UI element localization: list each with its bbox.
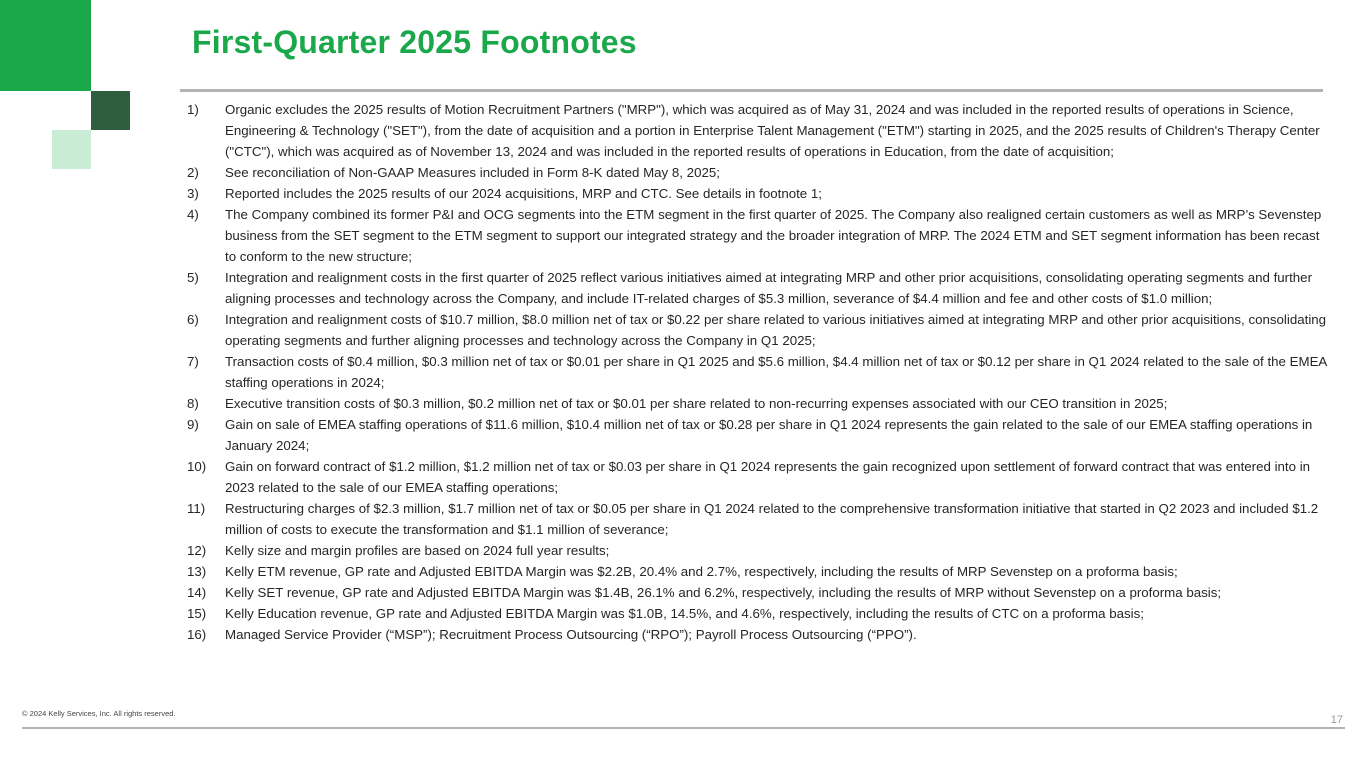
- footnote-item: [187, 204, 1327, 267]
- footnote-number: 9): [187, 417, 199, 432]
- footnote-item: [187, 99, 1327, 162]
- footnote-number: 13): [187, 564, 207, 579]
- footnote-item: [187, 603, 1327, 624]
- footnote-number: 6): [187, 312, 199, 327]
- footnote-text: Integration and realignment costs of $10.7 million, $8.0 million net of tax or $0.22 per share related to various initiatives aimed at integrating MRP and other prior acquisitions, consolidating operating segments and further aligning processes and technology across the Company in Q1 2025;: [225, 312, 1327, 348]
- footnote-number: 7): [187, 354, 199, 369]
- footnote-number: 15): [187, 606, 207, 621]
- footnote-text: Kelly SET revenue, GP rate and Adjusted EBITDA Margin was $1.4B, 26.1% and 6.2%, respectively, including the results of MRP without Sevenstep on a proforma basis;: [225, 585, 1222, 600]
- footnote-item: [187, 561, 1327, 582]
- footnote-text: Transaction costs of $0.4 million, $0.3 million net of tax or $0.01 per share in Q1 2025 and $5.6 million, $4.4 million net of tax or $0.12 per share in Q1 2024 related to the sale of the EMEA staffing operations in 2024;: [225, 354, 1327, 390]
- decorative-light-green-square: [52, 130, 91, 169]
- footnote-item: [187, 162, 1327, 183]
- footnote-number: 8): [187, 396, 199, 411]
- title-divider: [180, 89, 1323, 92]
- page-number: 17: [1330, 714, 1343, 726]
- footnote-number: 3): [187, 186, 199, 201]
- footnote-number: 2): [187, 165, 199, 180]
- footnote-item: [187, 582, 1327, 603]
- footer-divider: [22, 727, 1345, 729]
- footnote-text: The Company combined its former P&I and OCG segments into the ETM segment in the first quarter of 2025. The Company also realigned certain customers as well as MRP’s Sevenstep business from the SET segment to the ETM segment to support our integrated strategy and the broader integration of MRP. The 2024 ETM and SET segment information has been recast to conform to the new structure;: [225, 207, 1322, 264]
- footnote-number: 12): [187, 543, 207, 558]
- footnote-text: Executive transition costs of $0.3 million, $0.2 million net of tax or $0.01 per share related to non-recurring expenses associated with our CEO transition in 2025;: [225, 396, 1168, 411]
- footnote-text: Kelly ETM revenue, GP rate and Adjusted EBITDA Margin was $2.2B, 20.4% and 2.7%, respectively, including the results of MRP Sevenstep on a proforma basis;: [225, 564, 1178, 579]
- footnote-number: 11): [187, 501, 206, 516]
- footnote-text: Integration and realignment costs in the first quarter of 2025 reflect various initiatives aimed at integrating MRP and other prior acquisitions, consolidating operating segments and further aligning processes and technology across the Company, and include IT-related charges of $5.3 million, severance of $4.4 million and fee and other costs of $1.0 million;: [225, 270, 1313, 306]
- footnote-text: Organic excludes the 2025 results of Motion Recruitment Partners ("MRP"), which was acquired as of May 31, 2024 and was included in the reported results of operations in Science, Engineering & Technology ("SET"), from the date of acquisition and a portion in Enterprise Talent Management ("ETM") starting in 2025, and the 2025 results of Children's Therapy Center ("CTC"), which was acquired as of November 13, 2024 and was included in the reported results of operations in Education, from the date of acquisition;: [225, 102, 1320, 159]
- footnote-text: Managed Service Provider (“MSP”); Recruitment Process Outsourcing (“RPO”); Payroll Process Outsourcing (“PPO”).: [225, 627, 917, 642]
- footnote-text: Reported includes the 2025 results of our 2024 acquisitions, MRP and CTC. See details in footnote 1;: [225, 186, 822, 201]
- footnote-item: [187, 540, 1327, 561]
- footnote-text: Kelly Education revenue, GP rate and Adjusted EBITDA Margin was $1.0B, 14.5%, and 4.6%, respectively, including the results of CTC on a proforma basis;: [225, 606, 1144, 621]
- footnote-text: Restructuring charges of $2.3 million, $1.7 million net of tax or $0.05 per share in Q1 2024 related to the comprehensive transformation initiative that started in Q2 2023 and included $1.2 million of costs to execute the transformation and $1.1 million of severance;: [225, 501, 1319, 537]
- footnote-text: Gain on forward contract of $1.2 million, $1.2 million net of tax or $0.03 per share in Q1 2024 represents the gain recognized upon settlement of forward contract that was entered into in 2023 related to the sale of our EMEA staffing operations;: [225, 459, 1311, 495]
- footnotes-list: [187, 99, 1327, 645]
- footnote-number: 16): [187, 627, 207, 642]
- footnote-number: 5): [187, 270, 199, 285]
- decorative-dark-green-square: [91, 91, 130, 130]
- footnote-item: [187, 309, 1327, 351]
- footnote-text: See reconciliation of Non-GAAP Measures included in Form 8-K dated May 8, 2025;: [225, 165, 720, 180]
- footnote-number: 4): [187, 207, 199, 222]
- footnote-item: [187, 624, 1327, 645]
- copyright-text: © 2024 Kelly Services, Inc. All rights reserved.: [22, 709, 176, 718]
- footnote-item: [187, 393, 1327, 414]
- decorative-green-square: [0, 0, 91, 91]
- footnote-number: 1): [187, 102, 199, 117]
- footnote-text: Kelly size and margin profiles are based on 2024 full year results;: [225, 543, 610, 558]
- slide-title: First-Quarter 2025 Footnotes: [192, 24, 637, 60]
- footnote-item: [187, 498, 1327, 540]
- footnote-item: [187, 456, 1327, 498]
- footnote-item: [187, 267, 1327, 309]
- footnote-item: [187, 351, 1327, 393]
- footnote-number: 10): [187, 459, 207, 474]
- footnote-text: Gain on sale of EMEA staffing operations of $11.6 million, $10.4 million net of tax or $0.28 per share in Q1 2024 represents the gain related to the sale of our EMEA staffing operations in January 2024;: [225, 417, 1313, 453]
- footnote-item: [187, 414, 1327, 456]
- footnote-number: 14): [187, 585, 207, 600]
- footnote-item: [187, 183, 1327, 204]
